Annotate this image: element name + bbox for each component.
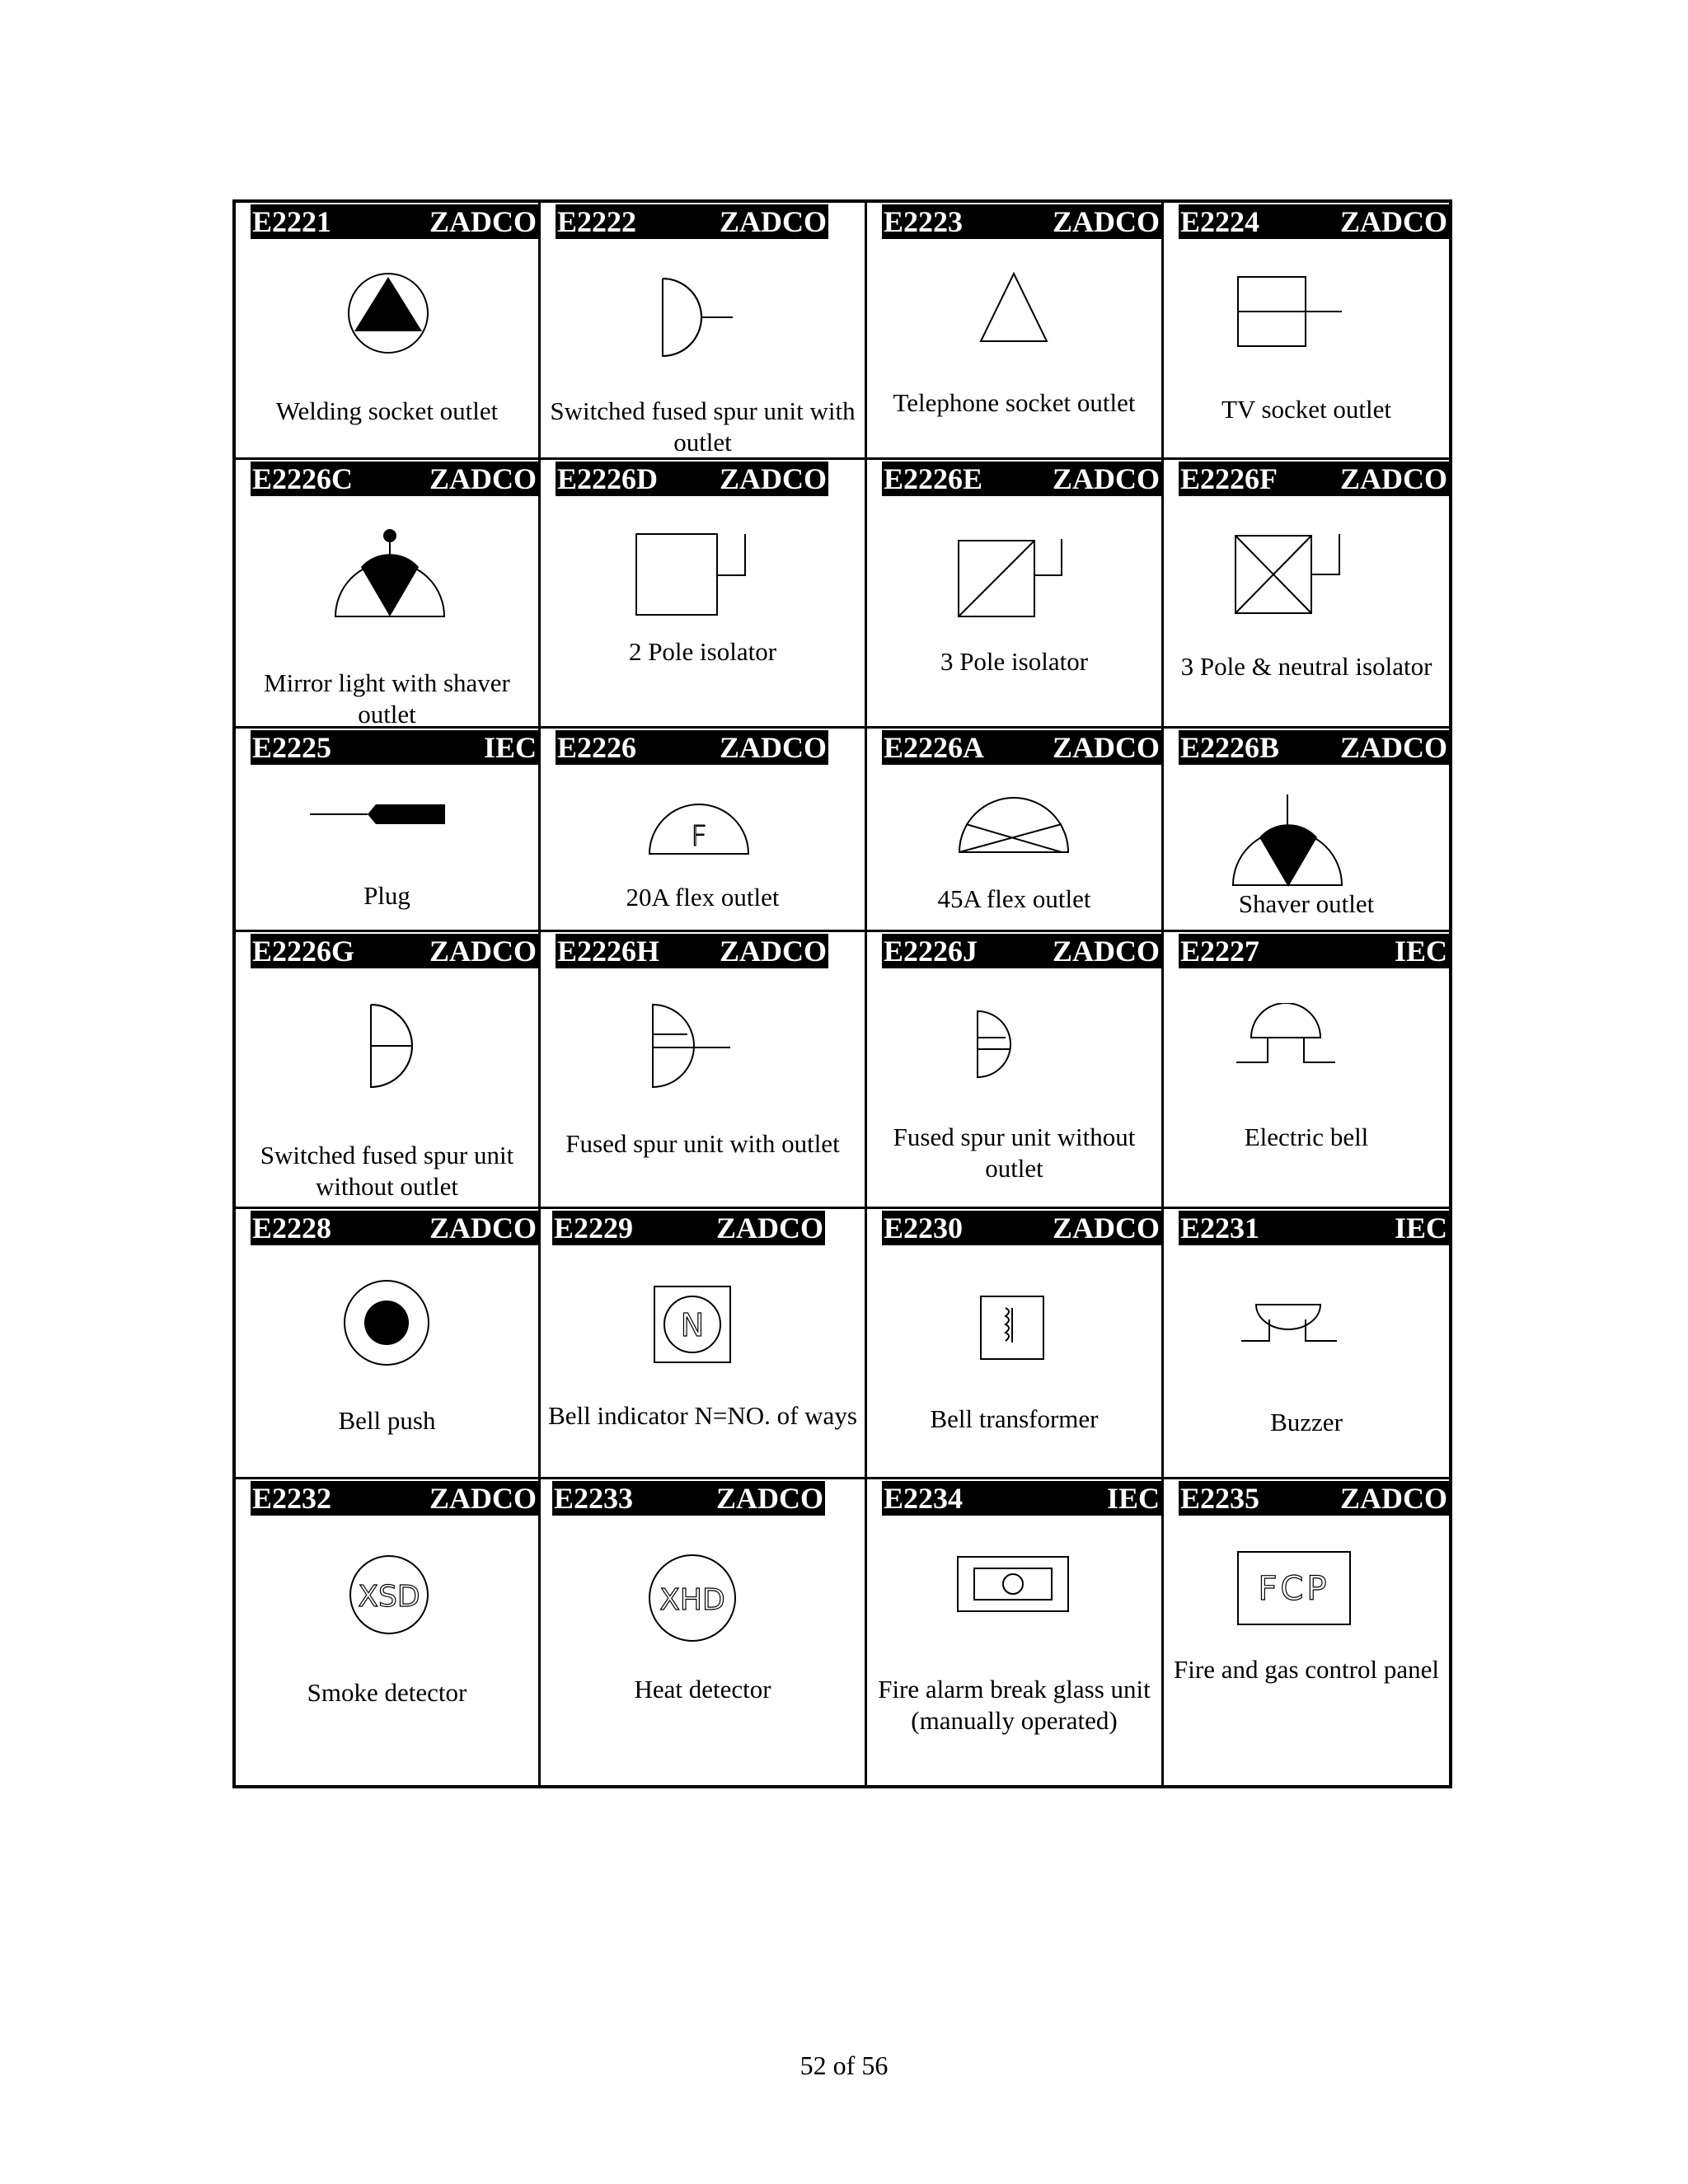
plug-icon [236, 799, 538, 832]
symbol-cell [236, 1479, 538, 1785]
symbol-caption: Telephone socket outlet [893, 388, 1136, 417]
symbol-code: E2222 [557, 205, 637, 238]
symbol-code: E2226 [557, 731, 637, 764]
symbol-cell [1164, 1479, 1449, 1785]
symbol-cell [236, 203, 538, 457]
symbol-code-header [251, 1481, 538, 1516]
symbol-standard: ZADCO [429, 462, 537, 495]
symbol-standard: ZADCO [719, 935, 827, 968]
symbol-standard: ZADCO [1339, 462, 1447, 495]
symbol-caption: Buzzer [1270, 1408, 1343, 1436]
symbol-code: E2233 [554, 1482, 634, 1515]
symbol-standard: ZADCO [719, 205, 827, 238]
symbol-cell [867, 203, 1161, 457]
fused-spur-outlet-icon [541, 1001, 865, 1092]
symbol-caption: Switched fused spur unit with outlet [550, 396, 856, 457]
symbol-caption: Fire and gas control panel [1174, 1655, 1439, 1684]
symbol-standard: ZADCO [715, 1212, 823, 1244]
symbol-standard: ZADCO [429, 1482, 537, 1515]
symbol-caption: Fused spur unit with outlet [565, 1129, 840, 1158]
symbol-caption: TV socket outlet [1221, 395, 1392, 424]
symbol-cell [1164, 1209, 1449, 1477]
symbol-code-header [251, 1211, 538, 1245]
symbol-cell [867, 1479, 1161, 1785]
symbol-caption: 20A flex outlet [626, 883, 780, 912]
symbol-code-header [251, 462, 538, 496]
symbol-code: E2221 [252, 205, 332, 238]
symbol-standard: ZADCO [1339, 205, 1447, 238]
symbol-code: E2226F [1180, 462, 1278, 495]
symbol-caption: Bell transformer [930, 1404, 1099, 1433]
symbol-standard: IEC [1394, 935, 1447, 968]
symbol-cell [236, 729, 538, 930]
symbol-code: E2223 [884, 205, 964, 238]
svg-text:XSD: XSD [358, 1580, 420, 1614]
svg-text:FCP: FCP [1258, 1570, 1330, 1608]
svg-text:N: N [680, 1307, 705, 1343]
symbol-code-header [556, 462, 828, 496]
symbol-caption: 45A flex outlet [937, 884, 1091, 913]
switched-fused-spur-outlet-icon [541, 269, 865, 368]
symbol-caption: Mirror light with shaver outlet [264, 668, 510, 729]
two-pole-isolator-icon [541, 526, 865, 625]
symbol-caption: 3 Pole isolator [940, 647, 1089, 676]
symbol-cell [867, 729, 1161, 930]
symbol-code: E2226A [884, 731, 985, 764]
symbol-code-header [552, 1481, 825, 1516]
bell-push-icon [236, 1278, 538, 1369]
telephone-socket-icon [867, 269, 1161, 351]
symbol-cell [541, 1479, 865, 1785]
symbol-cell [867, 460, 1161, 726]
buzzer-icon [1164, 1291, 1449, 1357]
symbol-code: E2231 [1180, 1212, 1260, 1244]
symbol-standard: IEC [483, 731, 537, 764]
symbol-code: E2226D [557, 462, 659, 495]
bell-transformer-icon [867, 1291, 1161, 1382]
symbol-code: E2226J [884, 935, 978, 968]
tv-socket-icon [1164, 272, 1449, 354]
symbol-code-header [1179, 1481, 1449, 1516]
symbol-code: E2226C [252, 462, 354, 495]
symbol-code-header [251, 204, 538, 239]
symbol-standard: ZADCO [429, 1212, 537, 1244]
symbol-code-header [251, 730, 538, 765]
symbol-code: E2232 [252, 1482, 332, 1515]
symbol-code: E2234 [884, 1482, 964, 1515]
symbol-standard: ZADCO [1339, 731, 1447, 764]
symbol-caption: Plug [363, 881, 410, 910]
shaver-outlet-icon [1164, 794, 1449, 893]
symbol-code-header [1179, 934, 1449, 968]
symbol-code: E2225 [252, 731, 332, 764]
symbol-code-header [882, 1481, 1161, 1516]
symbol-code-header [1179, 204, 1449, 239]
symbol-code-header [1179, 1211, 1449, 1245]
symbol-code: E2229 [554, 1212, 634, 1244]
symbol-code: E2226E [884, 462, 983, 495]
fire-gas-control-panel-icon [1164, 1547, 1449, 1638]
symbol-code: E2227 [1180, 935, 1260, 968]
symbol-cell [867, 1209, 1161, 1477]
symbol-standard: ZADCO [1052, 1212, 1160, 1244]
heat-detector-icon [541, 1549, 865, 1647]
symbol-caption: Bell push [338, 1406, 436, 1435]
bell-indicator-icon [541, 1283, 865, 1374]
symbol-code: E2228 [252, 1212, 332, 1244]
symbol-code-header [556, 204, 828, 239]
symbol-cell [1164, 729, 1449, 930]
symbol-caption: 3 Pole & neutral isolator [1180, 652, 1432, 681]
symbol-caption: Switched fused spur unit without outlet [260, 1141, 514, 1201]
symbol-code: E2235 [1180, 1482, 1260, 1515]
symbol-code-header [882, 934, 1161, 968]
symbol-standard: ZADCO [1052, 935, 1160, 968]
three-pole-neutral-isolator-icon [1164, 529, 1449, 628]
symbol-code-header [882, 462, 1161, 496]
smoke-detector-icon [236, 1547, 538, 1646]
symbol-cell [1164, 203, 1449, 457]
symbol-standard: ZADCO [1052, 205, 1160, 238]
switched-fused-spur-no-outlet-icon [236, 1001, 538, 1092]
symbol-cell [236, 1209, 538, 1477]
symbol-code: E2226H [557, 935, 660, 968]
symbol-standard: ZADCO [1052, 462, 1160, 495]
symbol-standard: ZADCO [429, 205, 537, 238]
symbol-code-header [882, 1211, 1161, 1245]
symbol-caption: Fire alarm break glass unit (manually operated) [878, 1675, 1151, 1735]
symbol-cell [541, 1209, 865, 1477]
break-glass-unit-icon [867, 1552, 1161, 1634]
flex-outlet-20a-icon [541, 793, 865, 859]
symbol-code-header [882, 204, 1161, 239]
symbol-code: E2226B [1180, 731, 1280, 764]
symbol-caption: Welding socket outlet [275, 396, 499, 425]
symbol-cell [541, 729, 865, 930]
symbol-cell [1164, 932, 1449, 1207]
symbol-code-header [552, 1211, 825, 1245]
symbol-standard: ZADCO [715, 1482, 823, 1515]
symbol-code-header [882, 730, 1161, 765]
symbol-code-header [1179, 730, 1449, 765]
svg-text:XHD: XHD [659, 1583, 725, 1617]
symbol-cell [541, 203, 865, 457]
symbol-cell [541, 460, 865, 726]
symbol-standard: ZADCO [719, 462, 827, 495]
symbol-cell [867, 932, 1161, 1207]
symbol-cell [236, 932, 538, 1207]
symbol-standard: IEC [1106, 1482, 1160, 1515]
flex-outlet-45a-icon [867, 791, 1161, 857]
three-pole-isolator-icon [867, 534, 1161, 633]
symbol-caption: Smoke detector [307, 1678, 467, 1707]
symbol-table [232, 199, 1452, 1788]
symbol-code: E2226G [252, 935, 355, 968]
symbol-standard: ZADCO [1052, 731, 1160, 764]
symbol-standard: ZADCO [1339, 1482, 1447, 1515]
symbol-code-header [1179, 462, 1449, 496]
fused-spur-no-outlet-icon [867, 1005, 1161, 1095]
symbol-standard: IEC [1394, 1212, 1447, 1244]
welding-socket-icon [236, 260, 538, 368]
symbol-code: E2224 [1180, 205, 1260, 238]
symbol-cell [541, 932, 865, 1207]
symbol-standard: ZADCO [429, 935, 537, 968]
symbol-code-header [251, 934, 538, 968]
symbol-cell [1164, 460, 1449, 726]
symbol-caption: Electric bell [1244, 1122, 1369, 1151]
electric-bell-icon [1164, 1003, 1449, 1077]
svg-text:F: F [691, 820, 707, 853]
symbol-code: E2230 [884, 1212, 964, 1244]
symbol-caption: Shaver outlet [1238, 889, 1375, 918]
symbol-caption: Heat detector [634, 1675, 771, 1704]
symbol-caption: 2 Pole isolator [628, 637, 777, 666]
symbol-caption: Bell indicator N=NO. of ways [548, 1401, 857, 1430]
symbol-code-header [556, 730, 828, 765]
symbol-cell [236, 460, 538, 729]
symbol-code-header [556, 934, 828, 968]
page-number: 52 of 56 [799, 2050, 889, 2080]
symbol-caption: Fused spur unit without outlet [893, 1122, 1136, 1183]
symbol-standard: ZADCO [719, 731, 827, 764]
mirror-light-shaver-icon [236, 526, 538, 633]
